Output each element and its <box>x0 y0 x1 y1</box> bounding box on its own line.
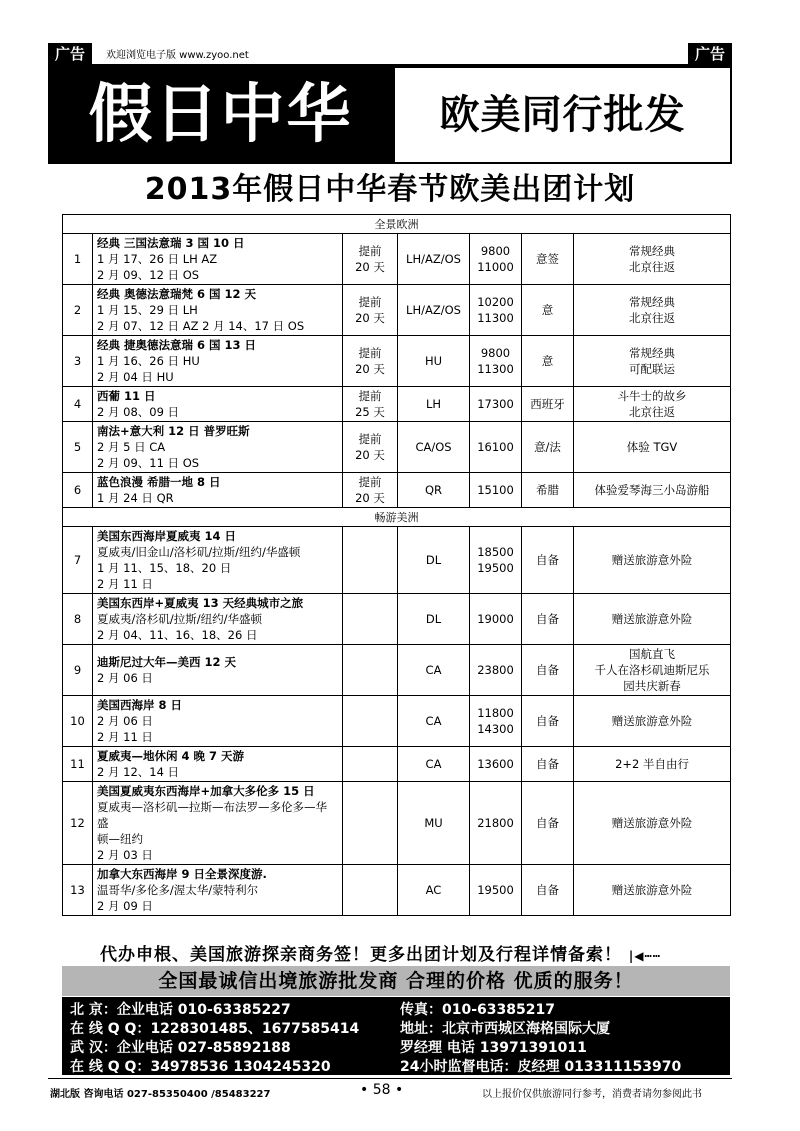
ad-tag-left: 广告 <box>48 43 92 65</box>
notes-cell <box>574 594 731 645</box>
note-line: 常规经典 <box>629 346 676 360</box>
notes-cell <box>574 696 731 747</box>
route-date-line: 2 月 12、14 日 <box>97 765 180 779</box>
note-line: 2+2 半自由行 <box>615 757 689 771</box>
route-date-line: 2 月 11 日 <box>97 730 153 744</box>
advance-cell <box>343 387 398 422</box>
qq2-label: 在 线 Q Q： <box>70 1059 151 1075</box>
address: 地址：北京市西城区海格国际大厦 <box>400 1021 610 1037</box>
row-number: 1 <box>63 234 93 285</box>
row-number: 5 <box>63 422 93 473</box>
price-line: 10200 <box>477 295 514 309</box>
qq1[interactable]: 1228301485、1677585414 <box>150 1021 360 1037</box>
route-date-line: 顿—纽约 <box>97 832 143 846</box>
route-cell <box>93 387 343 422</box>
advance-cell <box>343 473 398 508</box>
price-line: 17300 <box>477 397 514 411</box>
section-title: 全景欧洲 <box>63 215 731 234</box>
wuhan-phone[interactable]: 企业电话 027-85892188 <box>116 1040 291 1056</box>
airline-cell: LH <box>398 387 470 422</box>
visa-cell: 意/法 <box>522 422 574 473</box>
note-line: 北京往返 <box>629 260 676 274</box>
route-date-line: 1 月 24 日 QR <box>97 491 174 505</box>
notes-cell <box>574 865 731 916</box>
row-number: 10 <box>63 696 93 747</box>
notes-cell <box>574 645 731 696</box>
table-row[interactable] <box>63 285 731 336</box>
price-cell <box>470 645 522 696</box>
route-date-line: 2 月 04 日 HU <box>97 370 174 384</box>
fax[interactable]: 传真：010-63385217 <box>400 1002 555 1018</box>
contact-block <box>62 997 730 1075</box>
qq1-label: 在 线 Q Q： <box>70 1021 151 1037</box>
airline-cell: HU <box>398 336 470 387</box>
note-line: 赠送旅游意外险 <box>611 714 693 728</box>
row-number: 12 <box>63 782 93 865</box>
table-row[interactable] <box>63 747 731 782</box>
advance-cell <box>343 865 398 916</box>
visa-cell: 意 <box>522 336 574 387</box>
advance-cell <box>343 336 398 387</box>
price-cell <box>470 527 522 594</box>
table-row[interactable] <box>63 696 731 747</box>
route-cell <box>93 594 343 645</box>
route-date-line: 2 月 11 日 <box>97 577 153 591</box>
advance-line: 提前 <box>358 244 382 258</box>
advance-cell <box>343 696 398 747</box>
airline-cell: AC <box>398 865 470 916</box>
visa-cell: 自备 <box>522 782 574 865</box>
visa-cell: 自备 <box>522 696 574 747</box>
price-line: 11800 <box>477 706 514 720</box>
notes-cell <box>574 782 731 865</box>
airline-cell: CA/OS <box>398 422 470 473</box>
price-cell <box>470 782 522 865</box>
route-cell <box>93 422 343 473</box>
note-line: 赠送旅游意外险 <box>611 883 693 897</box>
airline-cell: MU <box>398 782 470 865</box>
route-date-line: 2 月 08、09 日 <box>97 405 180 419</box>
note-line: 赠送旅游意外险 <box>611 553 693 567</box>
beijing-phone[interactable]: 企业电话 010-63385227 <box>116 1002 291 1018</box>
route-date-line: 夏威夷/旧金山/洛杉矶/拉斯/纽约/华盛顿 <box>97 545 301 559</box>
price-cell <box>470 234 522 285</box>
row-number: 11 <box>63 747 93 782</box>
ad-tag-right: 广告 <box>688 43 732 65</box>
price-cell <box>470 747 522 782</box>
price-cell <box>470 336 522 387</box>
note-line: 常规经典 <box>629 295 676 309</box>
note-line: 赠送旅游意外险 <box>611 816 693 830</box>
route-title: 蓝色浪漫 希腊一地 8 日 <box>97 475 221 489</box>
route-title: 美国夏威夷东西海岸+加拿大多伦多 15 日 <box>97 784 315 798</box>
row-number: 9 <box>63 645 93 696</box>
table-row[interactable] <box>63 473 731 508</box>
price-cell <box>470 387 522 422</box>
route-date-line: 1 月 16、26 日 HU <box>97 354 200 368</box>
airline-cell: DL <box>398 527 470 594</box>
price-line: 19500 <box>477 561 514 575</box>
notes-cell <box>574 747 731 782</box>
airline-cell: DL <box>398 594 470 645</box>
route-date-line: 2 月 09、12 日 OS <box>97 268 200 282</box>
note-line: 赠送旅游意外险 <box>611 612 693 626</box>
page-number: • 58 • <box>360 1082 404 1098</box>
route-title: 经典 奥德法意瑞梵 6 国 12 天 <box>97 287 257 301</box>
table-row[interactable] <box>63 387 731 422</box>
route-title: 迪斯尼过大年—美西 12 天 <box>97 655 237 669</box>
advance-cell <box>343 422 398 473</box>
row-number: 3 <box>63 336 93 387</box>
footer-left: 湖北版 咨询电话 027-85350400 /85483227 <box>50 1089 271 1100</box>
row-number: 7 <box>63 527 93 594</box>
note-line: 北京往返 <box>629 311 676 325</box>
advance-cell <box>343 527 398 594</box>
slogan-text: 代办申根、美国旅游探亲商务签！更多出团计划及行程详情备索！ <box>100 945 622 965</box>
table-row[interactable] <box>63 336 731 387</box>
brand-block: 假日中华 <box>48 66 393 164</box>
visa-cell: 自备 <box>522 594 574 645</box>
qq2[interactable]: 34978536 1304245320 <box>150 1059 331 1075</box>
route-title: 经典 捷奥德法意瑞 6 国 13 日 <box>97 338 257 352</box>
advance-line: 提前 <box>358 295 382 309</box>
advance-line: 20 天 <box>355 260 385 274</box>
route-date-line: 1 月 15、29 日 LH <box>97 303 198 317</box>
section-row <box>63 508 731 527</box>
price-line: 21800 <box>477 816 514 830</box>
table-row[interactable] <box>63 422 731 473</box>
route-cell <box>93 747 343 782</box>
airline-cell: CA <box>398 645 470 696</box>
notes-cell <box>574 473 731 508</box>
footer-rule <box>48 1078 732 1079</box>
notes-cell <box>574 336 731 387</box>
manager-luo-phone[interactable]: 罗经理 电话 13971391011 <box>400 1040 587 1056</box>
arrow-icon: |◀┅┅ <box>628 949 661 963</box>
route-date-line: 1 月 11、15、18、20 日 <box>97 561 232 575</box>
price-cell <box>470 865 522 916</box>
price-cell <box>470 473 522 508</box>
visa-cell: 自备 <box>522 747 574 782</box>
note-line: 常规经典 <box>629 244 676 258</box>
visa-cell: 自备 <box>522 865 574 916</box>
visa-cell: 西班牙 <box>522 387 574 422</box>
route-cell <box>93 782 343 865</box>
footer-right: 以上报价仅供旅游同行参考，消费者请勿参阅此书 <box>482 1089 702 1100</box>
airline-cell: CA <box>398 747 470 782</box>
price-line: 15100 <box>477 483 514 497</box>
supervise-phone[interactable]: 24小时监督电话：皮经理 013311153970 <box>400 1059 682 1075</box>
advance-cell <box>343 594 398 645</box>
note-line: 北京往返 <box>629 405 676 419</box>
notes-cell <box>574 285 731 336</box>
route-cell <box>93 865 343 916</box>
advance-line: 20 天 <box>355 491 385 505</box>
route-date-line: 温哥华/多伦多/渥太华/蒙特利尔 <box>97 883 259 897</box>
route-cell <box>93 285 343 336</box>
price-line: 11000 <box>477 260 514 274</box>
airline-cell: QR <box>398 473 470 508</box>
advance-line: 提前 <box>358 346 382 360</box>
note-line: 国航直飞 <box>629 647 676 661</box>
route-date-line: 2 月 07、12 日 AZ 2 月 14、17 日 OS <box>97 319 305 333</box>
visa-cell: 自备 <box>522 645 574 696</box>
table-row[interactable] <box>63 234 731 285</box>
promo-banner: 全国最诚信出境旅游批发商 合理的价格 优质的服务！ <box>62 966 730 996</box>
advance-line: 20 天 <box>355 311 385 325</box>
route-cell <box>93 234 343 285</box>
section-title: 畅游美洲 <box>63 508 731 527</box>
row-number: 13 <box>63 865 93 916</box>
price-line: 14300 <box>477 722 514 736</box>
route-date-line: 2 月 04、11、16、18、26 日 <box>97 628 258 642</box>
site-line[interactable]: 欢迎浏览电子版 www.zyoo.net <box>106 50 249 61</box>
route-title: 经典 三国法意瑞 3 国 10 日 <box>97 236 245 250</box>
price-line: 13600 <box>477 757 514 771</box>
airline-cell: LH/AZ/OS <box>398 285 470 336</box>
note-line: 园共庆新春 <box>623 679 681 693</box>
route-date-line: 2 月 06 日 <box>97 671 153 685</box>
row-number: 4 <box>63 387 93 422</box>
advance-line: 提前 <box>358 389 382 403</box>
route-date-line: 2 月 03 日 <box>97 848 153 862</box>
route-title: 南法+意大利 12 日 普罗旺斯 <box>97 424 250 438</box>
advance-line: 提前 <box>358 432 382 446</box>
slogan <box>100 940 661 965</box>
price-cell <box>470 285 522 336</box>
price-line: 23800 <box>477 663 514 677</box>
advance-line: 提前 <box>358 475 382 489</box>
row-number: 8 <box>63 594 93 645</box>
table-row[interactable] <box>63 865 731 916</box>
price-line: 11300 <box>477 311 514 325</box>
advance-cell <box>343 645 398 696</box>
route-cell <box>93 696 343 747</box>
advance-line: 25 天 <box>355 405 385 419</box>
airline-cell: CA <box>398 696 470 747</box>
airline-cell: LH/AZ/OS <box>398 234 470 285</box>
price-line: 11300 <box>477 362 514 376</box>
advance-cell <box>343 285 398 336</box>
route-title: 夏威夷—地休闲 4 晚 7 天游 <box>97 749 245 763</box>
tour-plan-table <box>62 214 731 916</box>
route-cell <box>93 336 343 387</box>
row-number: 6 <box>63 473 93 508</box>
visa-cell: 意签 <box>522 234 574 285</box>
wuhan-label: 武 汉： <box>70 1040 117 1056</box>
route-date-line: 夏威夷/洛杉矶/拉斯/纽约/华盛顿 <box>97 612 262 626</box>
beijing-label: 北 京： <box>70 1002 117 1018</box>
note-line: 体验 TGV <box>626 440 678 454</box>
table-row[interactable] <box>63 527 731 594</box>
page-title: 2013年假日中华春节欧美出团计划 <box>144 172 636 207</box>
advance-cell <box>343 782 398 865</box>
advance-line: 20 天 <box>355 362 385 376</box>
table-row[interactable] <box>63 594 731 645</box>
advance-cell <box>343 234 398 285</box>
visa-cell: 意 <box>522 285 574 336</box>
price-cell <box>470 422 522 473</box>
route-date-line: 2 月 5 日 CA <box>97 440 166 454</box>
table-row[interactable] <box>63 782 731 865</box>
notes-cell <box>574 387 731 422</box>
price-cell <box>470 594 522 645</box>
note-line: 可配联运 <box>629 362 676 376</box>
visa-cell: 自备 <box>522 527 574 594</box>
row-number: 2 <box>63 285 93 336</box>
table-row[interactable] <box>63 645 731 696</box>
note-line: 斗牛士的故乡 <box>617 389 687 403</box>
price-line: 16100 <box>477 440 514 454</box>
route-title: 美国东西岸+夏威夷 13 天经典城市之旅 <box>97 596 304 610</box>
route-cell <box>93 527 343 594</box>
price-cell <box>470 696 522 747</box>
note-line: 千人在洛杉矶迪斯尼乐 <box>594 663 710 677</box>
note-line: 体验爱琴海三小岛游船 <box>594 483 710 497</box>
route-title: 加拿大东西海岸 9 日全景深度游. <box>97 867 267 881</box>
notes-cell <box>574 527 731 594</box>
route-title: 西葡 11 日 <box>97 389 156 403</box>
notes-cell <box>574 422 731 473</box>
route-date-line: 2 月 06 日 <box>97 714 153 728</box>
route-date-line: 1 月 17、26 日 LH AZ <box>97 252 218 266</box>
route-date-line: 2 月 09 日 <box>97 899 153 913</box>
route-date-line: 2 月 09、11 日 OS <box>97 456 200 470</box>
route-date-line: 夏威夷—洛杉矶—拉斯—布法罗—多伦多—华盛 <box>97 800 327 830</box>
route-title: 美国西海岸 8 日 <box>97 698 183 712</box>
notes-cell <box>574 234 731 285</box>
section-row <box>63 215 731 234</box>
route-cell <box>93 645 343 696</box>
advance-line: 20 天 <box>355 448 385 462</box>
price-line: 19500 <box>477 883 514 897</box>
price-line: 9800 <box>480 346 511 360</box>
tagline-block: 欧美同行批发 <box>393 66 732 164</box>
price-line: 18500 <box>477 545 514 559</box>
route-cell <box>93 473 343 508</box>
price-line: 9800 <box>480 244 511 258</box>
advance-cell <box>343 747 398 782</box>
route-title: 美国东西海岸夏威夷 14 日 <box>97 529 237 543</box>
visa-cell: 希腊 <box>522 473 574 508</box>
price-line: 19000 <box>477 612 514 626</box>
